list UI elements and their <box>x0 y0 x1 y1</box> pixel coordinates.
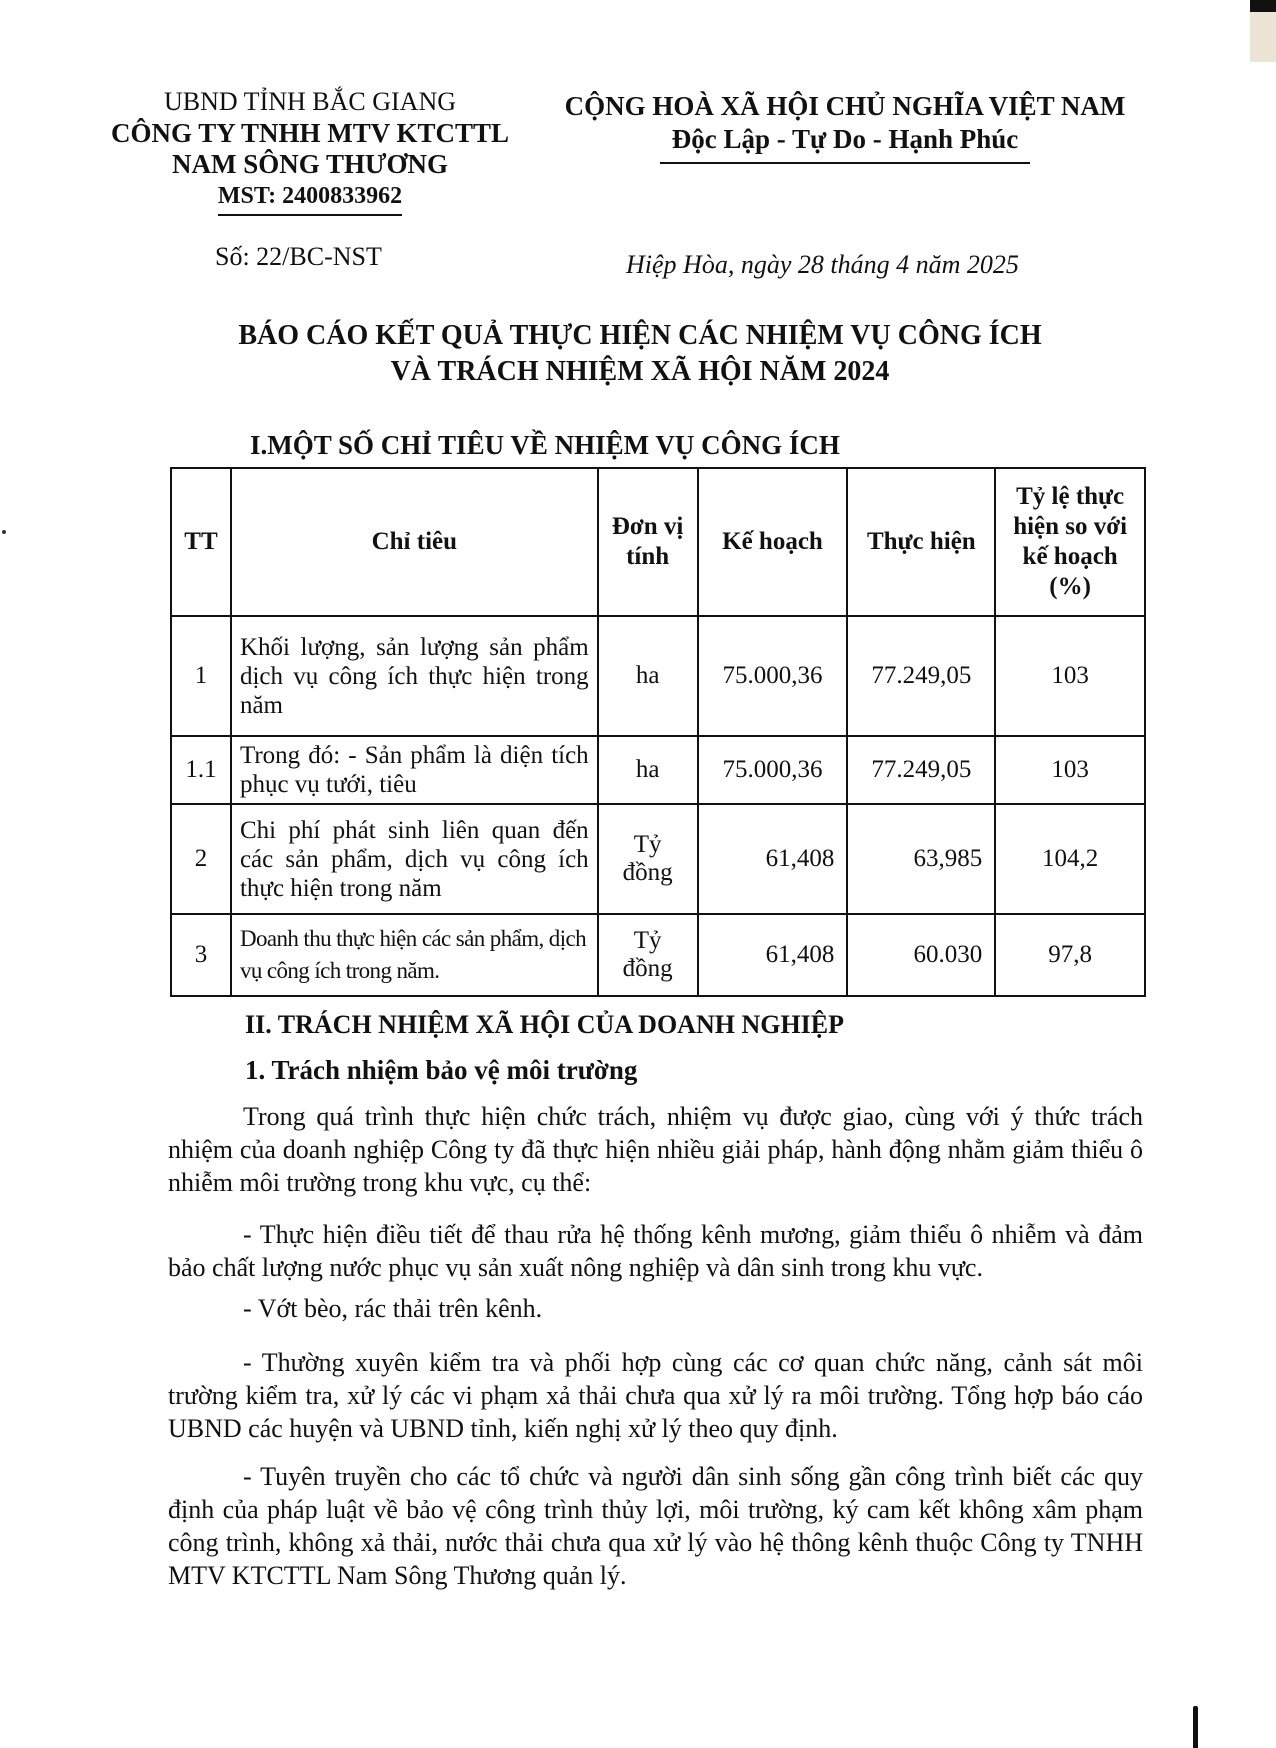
scan-mark <box>1193 1706 1198 1748</box>
scan-edge <box>1246 0 1276 1748</box>
cell-actual: 77.249,05 <box>847 616 995 736</box>
measure-debris <box>168 1292 1143 1325</box>
company-name-line1: CÔNG TY TNHH MTV KTCTTL <box>110 118 510 148</box>
agency-name: UBND TỈNH BẮC GIANG <box>163 87 457 116</box>
national-header <box>555 90 1135 164</box>
cell-ratio: 104,2 <box>995 804 1145 914</box>
col-header-tt: TT <box>171 468 231 616</box>
table-header-row <box>171 468 1145 616</box>
national-motto: Độc Lập - Tự Do - Hạnh Phúc <box>660 122 1031 164</box>
cell-tt: 1.1 <box>171 736 231 804</box>
table-row <box>171 736 1145 804</box>
company-name-line2: NAM SÔNG THƯƠNG <box>171 149 448 179</box>
col-header-indicator: Chỉ tiêu <box>231 468 598 616</box>
cell-plan: 61,408 <box>698 804 848 914</box>
cell-ratio: 103 <box>995 736 1145 804</box>
cell-tt: 3 <box>171 914 231 996</box>
report-title <box>160 318 1120 390</box>
measure-flushing <box>168 1218 1143 1284</box>
section1-heading: I.MỘT SỐ CHỈ TIÊU VỀ NHIỆM VỤ CÔNG ÍCH <box>250 430 840 460</box>
scan-edge-tan <box>1250 12 1276 62</box>
subsection-environment-heading: 1. Trách nhiệm bảo vệ môi trường <box>245 1055 638 1085</box>
cell-indicator: Chi phí phát sinh liên quan đến các sản phẩm, dịch vụ công ích thực hiện trong năm <box>231 804 598 914</box>
intro-paragraph <box>168 1100 1143 1199</box>
section2-heading: II. TRÁCH NHIỆM XÃ HỘI CỦA DOANH NGHIỆP <box>245 1010 845 1039</box>
report-title-line1: BÁO CÁO KẾT QUẢ THỰC HIỆN CÁC NHIỆM VỤ CÔNG ÍCH <box>238 320 1042 351</box>
measure-inspection <box>168 1346 1143 1445</box>
cell-actual: 63,985 <box>847 804 995 914</box>
cell-indicator: Khối lượng, sản lượng sản phẩm dịch vụ công ích thực hiện trong năm <box>231 616 598 736</box>
cell-unit: ha <box>598 616 698 736</box>
country-name: CỘNG HOÀ XÃ HỘI CHỦ NGHĨA VIỆT NAM <box>564 91 1126 121</box>
cell-indicator: Doanh thu thực hiện các sản phẩm, dịch vụ công ích trong năm. <box>231 914 598 996</box>
paragraph: - Vớt bèo, rác thải trên kênh. <box>243 1294 543 1323</box>
cell-tt: 2 <box>171 804 231 914</box>
cell-plan: 75.000,36 <box>698 616 848 736</box>
paragraph: - Thường xuyên kiểm tra và phối hợp cùng các cơ quan chức năng, cảnh sát môi trường kiểm tra, xử lý các vi phạm xả thải chưa qua xử lý ra môi trường. Tổng hợp báo cáo UBND các huyện và UBND tỉnh, kiến nghị xử lý theo quy định. <box>168 1348 1143 1443</box>
cell-unit: ha <box>598 736 698 804</box>
place-date: Hiệp Hòa, ngày 28 tháng 4 năm 2025 <box>626 250 1019 279</box>
scan-speck <box>2 530 6 534</box>
report-title-line2: VÀ TRÁCH NHIỆM XÃ HỘI NĂM 2024 <box>390 356 890 387</box>
issuer-block <box>100 86 520 216</box>
tax-code: MST: 2400833962 <box>218 180 402 216</box>
paragraph: - Tuyên truyền cho các tổ chức và người dân sinh sống gần công trình biết các quy định của pháp luật về bảo vệ công trình thủy lợi, môi trường, ký cam kết không xâm phạm công trình, không xả thải, nước thải chưa qua xử lý vào hệ thông kênh thuộc Công ty TNHH MTV KTCTTL Nam Sông Thương quản lý. <box>168 1462 1143 1590</box>
cell-ratio: 103 <box>995 616 1145 736</box>
col-header-ratio: Tỷ lệ thực hiện so với kế hoạch (%) <box>995 468 1145 616</box>
cell-unit: Tỷ đồng <box>598 914 698 996</box>
cell-tt: 1 <box>171 616 231 736</box>
cell-actual: 60.030 <box>847 914 995 996</box>
paragraph: - Thực hiện điều tiết để thau rửa hệ thống kênh mương, giảm thiểu ô nhiễm và đảm bảo chất lượng nước phục vụ sản xuất nông nghiệp và dân sinh trong khu vực. <box>168 1220 1143 1282</box>
col-header-unit: Đơn vị tính <box>598 468 698 616</box>
paragraph: Trong quá trình thực hiện chức trách, nhiệm vụ được giao, cùng với ý thức trách nhiệm của doanh nghiệp Công ty đã thực hiện nhiều giải pháp, hành động nhằm giảm thiểu ô nhiễm môi trường trong khu vực, cụ thể: <box>168 1102 1143 1197</box>
table-row <box>171 616 1145 736</box>
cell-unit: Tỷ đồng <box>598 804 698 914</box>
cell-ratio: 97,8 <box>995 914 1145 996</box>
cell-actual: 77.249,05 <box>847 736 995 804</box>
col-header-actual: Thực hiện <box>847 468 995 616</box>
cell-plan: 75.000,36 <box>698 736 848 804</box>
col-header-plan: Kế hoạch <box>698 468 848 616</box>
table-row <box>171 914 1145 996</box>
measure-outreach <box>168 1460 1143 1592</box>
cell-indicator: Trong đó: - Sản phẩm là diện tích phục vụ tưới, tiêu <box>231 736 598 804</box>
public-service-indicators-table <box>170 467 1146 997</box>
table-row <box>171 804 1145 914</box>
scan-edge-dark <box>1250 0 1276 12</box>
document-number: Số: 22/BC-NST <box>215 242 382 271</box>
cell-plan: 61,408 <box>698 914 848 996</box>
